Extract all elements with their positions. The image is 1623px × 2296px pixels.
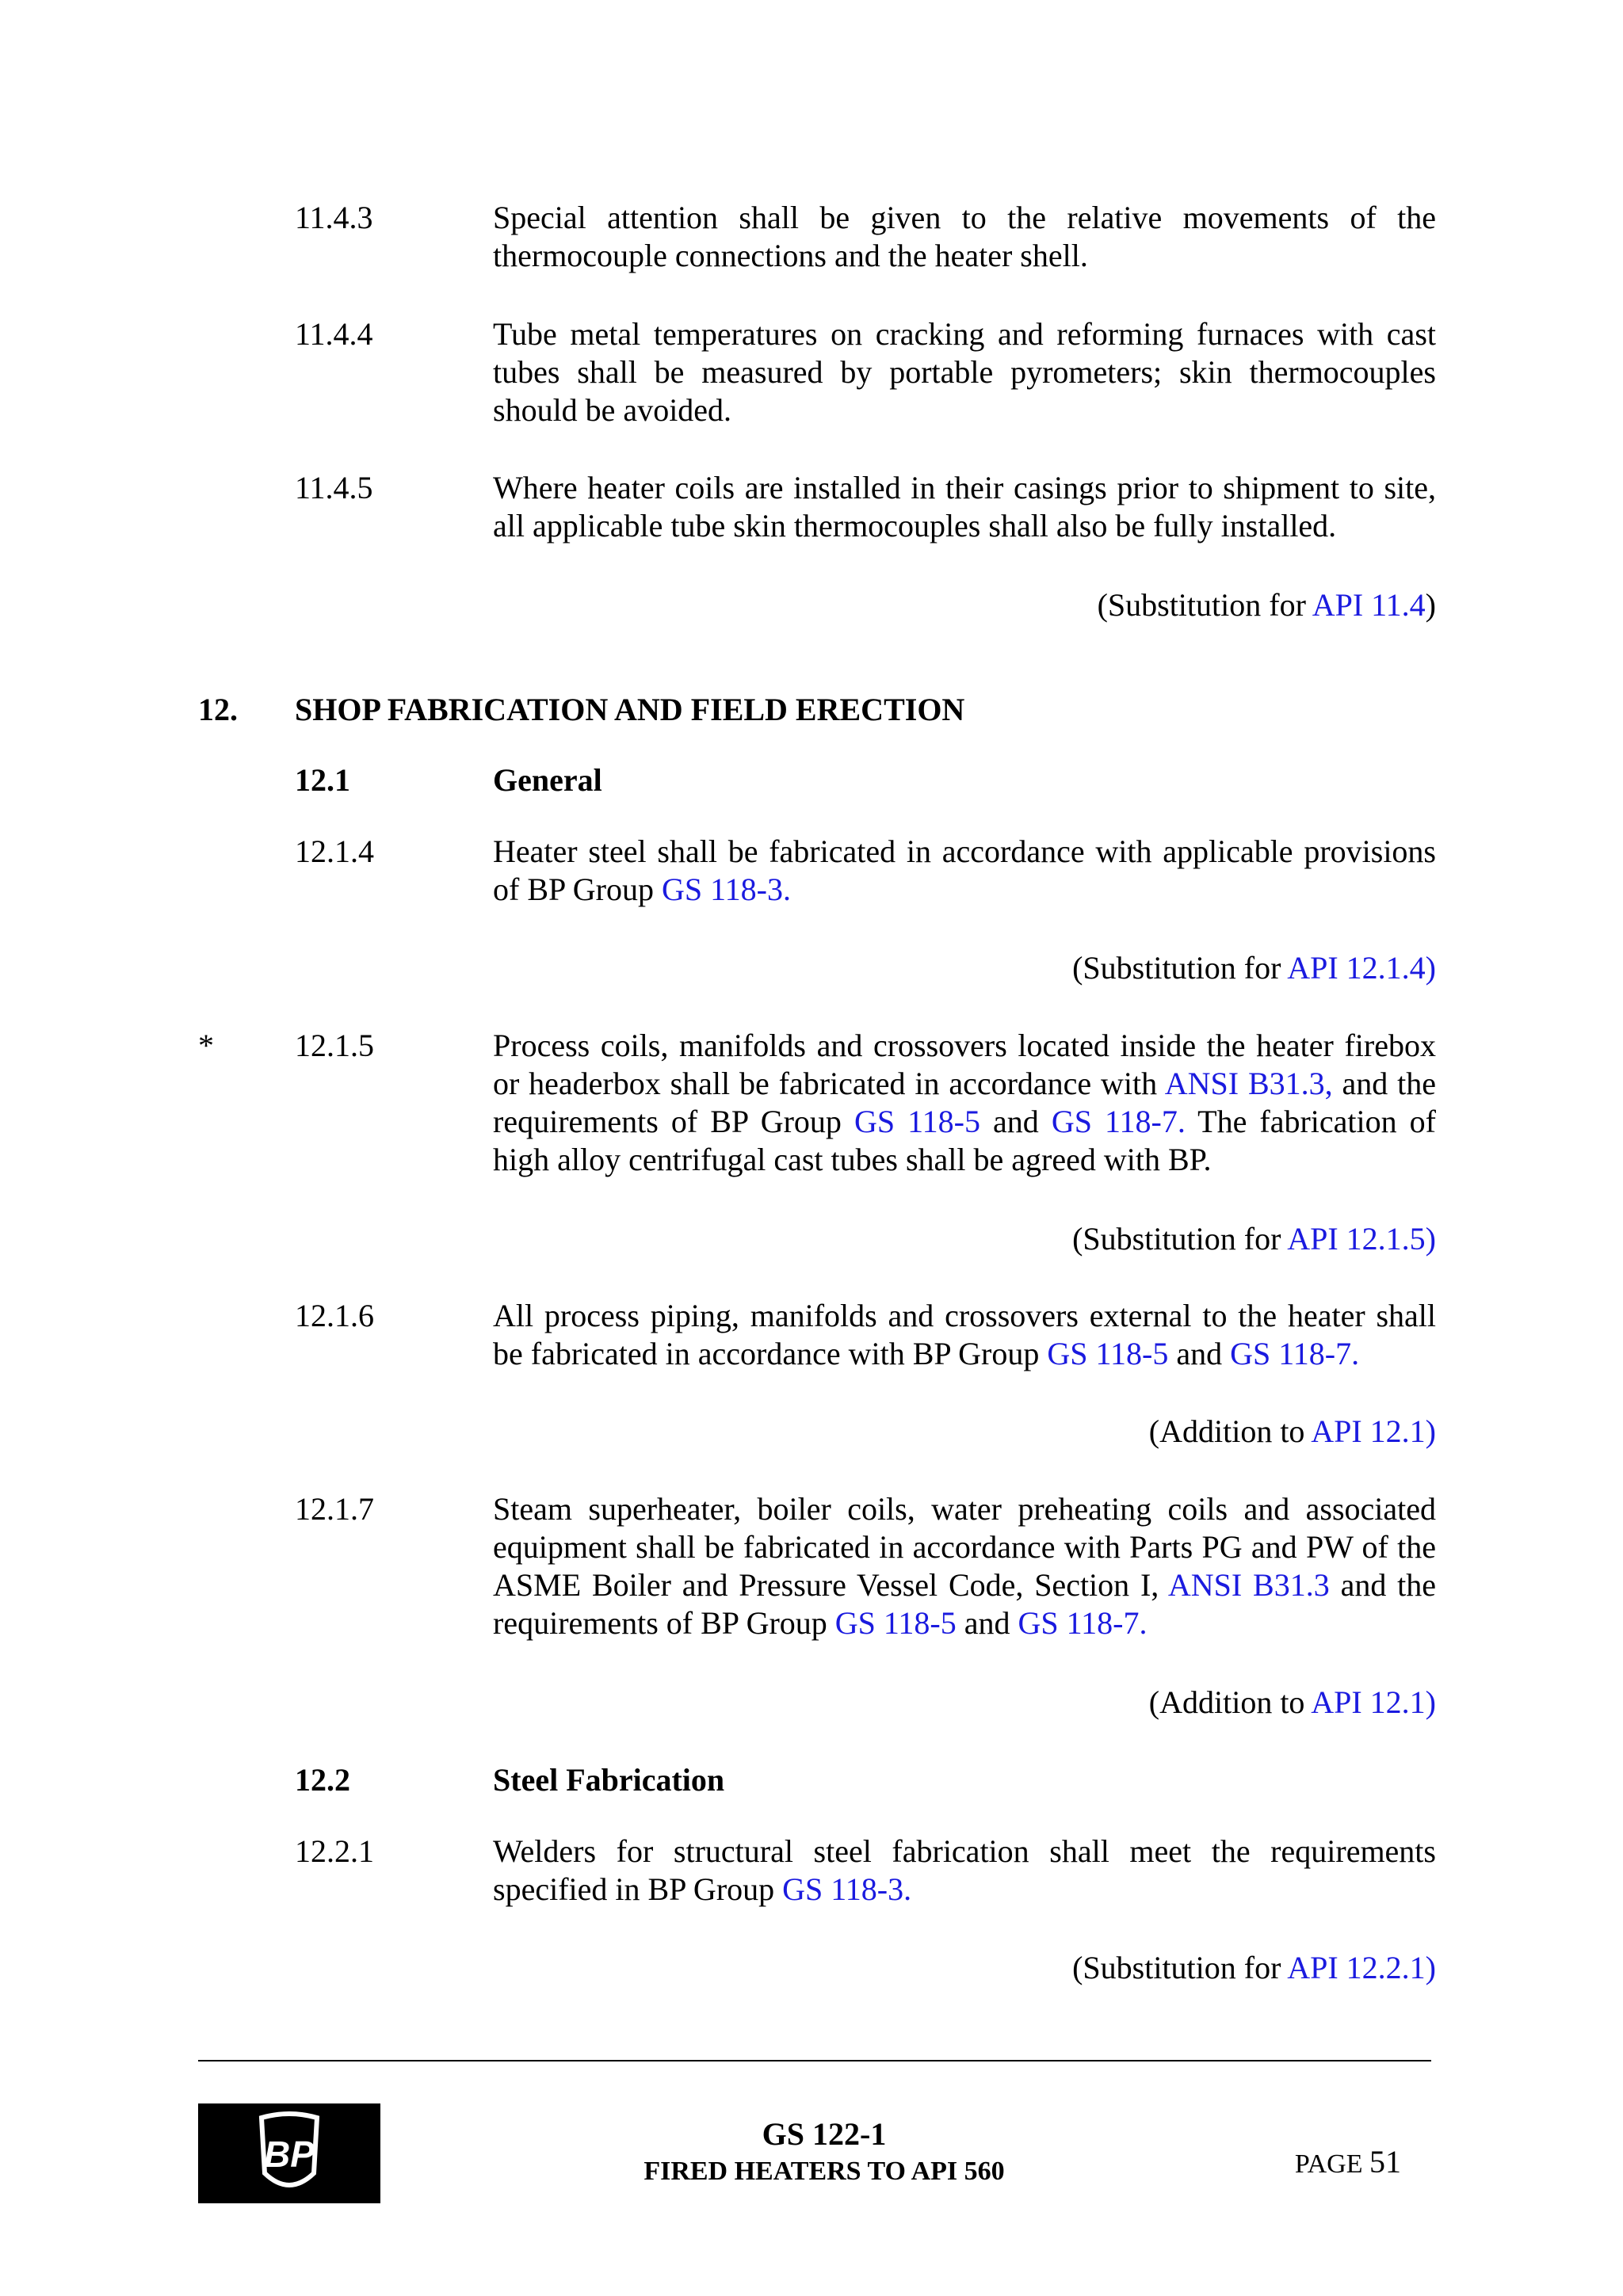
api-link[interactable]: API 12.1.5) — [1287, 1221, 1436, 1257]
clause-text-part: and the requirements of BP Group — [493, 1567, 1436, 1641]
clause-text — [493, 1027, 1436, 1179]
api-link[interactable]: API 12.2.1) — [1287, 1950, 1436, 1985]
substitution-note — [1072, 1949, 1436, 1987]
gs-link[interactable]: GS 118-3. — [782, 1871, 912, 1907]
gs-link[interactable]: GS 118-3. — [661, 871, 791, 907]
gs-link[interactable]: GS 118-5 — [834, 1605, 957, 1641]
clause-number: 11.4.3 — [295, 200, 373, 235]
clause-number: 11.4.5 — [295, 470, 373, 505]
substitution-note — [1098, 586, 1436, 624]
gs-link[interactable]: GS 118-5 — [1047, 1336, 1169, 1371]
page-indicator — [1295, 2143, 1401, 2180]
document-title: FIRED HEATERS TO API 560 — [643, 2157, 1005, 2186]
subsection-title: General — [493, 762, 602, 798]
api-link[interactable]: API 12.1) — [1311, 1684, 1436, 1720]
note-prefix: (Addition to — [1148, 1413, 1312, 1449]
clause-number: 12.2.1 — [295, 1833, 374, 1869]
clause-text — [493, 1833, 1436, 1909]
substitution-note — [1072, 1220, 1436, 1258]
note-prefix: (Substitution for — [1097, 587, 1312, 623]
clause-text — [493, 1490, 1436, 1642]
ansi-link[interactable]: ANSI B31.3, — [1164, 1066, 1333, 1101]
section-title: SHOP FABRICATION AND FIELD ERECTION — [295, 692, 965, 727]
clause-text-part: and — [1168, 1336, 1231, 1371]
addition-note — [1149, 1684, 1436, 1722]
gs-link[interactable]: GS 118-7. — [1018, 1605, 1148, 1641]
substitution-note — [1072, 949, 1436, 987]
note-prefix: (Substitution for — [1072, 950, 1288, 986]
footer-divider — [198, 2060, 1431, 2061]
clause-text-part: Welders for structural steel fabrication shall meet the requirements specified in BP Group — [493, 1833, 1436, 1907]
clause-number: 12.1.6 — [295, 1298, 374, 1333]
gs-link[interactable]: GS 118-5 — [854, 1104, 980, 1139]
logo-text: BP — [264, 2134, 315, 2175]
subsection-title: Steel Fabrication — [493, 1762, 725, 1798]
clause-text — [493, 1297, 1436, 1373]
api-link[interactable]: API 12.1) — [1311, 1413, 1436, 1449]
clause-text-part: and — [980, 1104, 1052, 1139]
ansi-link[interactable]: ANSI B31.3 — [1167, 1567, 1330, 1603]
clause-number: 12.1.7 — [295, 1491, 374, 1527]
clause-text-part: All process piping, manifolds and crossovers external to the heater shall be fabricated in accordance with BP Group — [493, 1298, 1436, 1371]
clause-text — [493, 833, 1436, 909]
addition-note — [1149, 1413, 1436, 1451]
clause-text-part: The fabrication of high alloy centrifugal cast tubes shall be agreed with BP. — [493, 1104, 1437, 1177]
document-code: GS 122-1 — [762, 2116, 887, 2152]
clause-number: 11.4.4 — [295, 316, 373, 352]
revision-marker: * — [198, 1028, 214, 1063]
note-prefix: (Substitution for — [1072, 1950, 1288, 1985]
clause-text-part: Process coils, manifolds and crossovers located inside the heater firebox or headerbox shall be fabricated in accordance with — [493, 1028, 1436, 1101]
section-number: 12. — [198, 692, 238, 727]
gs-link[interactable]: GS 118-7. — [1051, 1104, 1186, 1139]
api-link[interactable]: API 12.1.4) — [1287, 950, 1436, 986]
clause-number: 12.1.4 — [295, 833, 374, 869]
subsection-number: 12.2 — [295, 1762, 350, 1798]
clause-text-part: Steam superheater, boiler coils, water preheating coils and associated equipment shall be fabricated in accordance with Parts PG and PW of the ASME Boiler and Pressure Vessel Code, Section I, — [493, 1491, 1436, 1603]
clause-number: 12.1.5 — [295, 1028, 374, 1063]
clause-text: Tube metal temperatures on cracking and reforming furnaces with cast tubes shall be measured by portable pyrometers; skin thermocouples should be avoided. — [493, 316, 1436, 428]
note-prefix: (Addition to — [1148, 1684, 1312, 1720]
clause-text-part: Heater steel shall be fabricated in accordance with applicable provisions of BP Group — [493, 833, 1436, 907]
subsection-number: 12.1 — [295, 762, 350, 798]
page-label: PAGE — [1294, 2149, 1369, 2179]
note-prefix: (Substitution for — [1072, 1221, 1288, 1257]
clause-text-part: and — [956, 1605, 1018, 1641]
clause-text-part: and the requirements of BP Group — [493, 1066, 1436, 1139]
gs-link[interactable]: GS 118-7. — [1230, 1336, 1360, 1371]
clause-text: Special attention shall be given to the relative movements of the thermocouple connections and the heater shell. — [493, 200, 1436, 273]
note-suffix: ) — [1425, 587, 1436, 623]
page-number: 51 — [1369, 2144, 1401, 2180]
clause-text: Where heater coils are installed in their casings prior to shipment to site, all applicable tube skin thermocouples shall also be fully installed. — [493, 470, 1436, 543]
api-link[interactable]: API 11.4 — [1312, 587, 1426, 623]
